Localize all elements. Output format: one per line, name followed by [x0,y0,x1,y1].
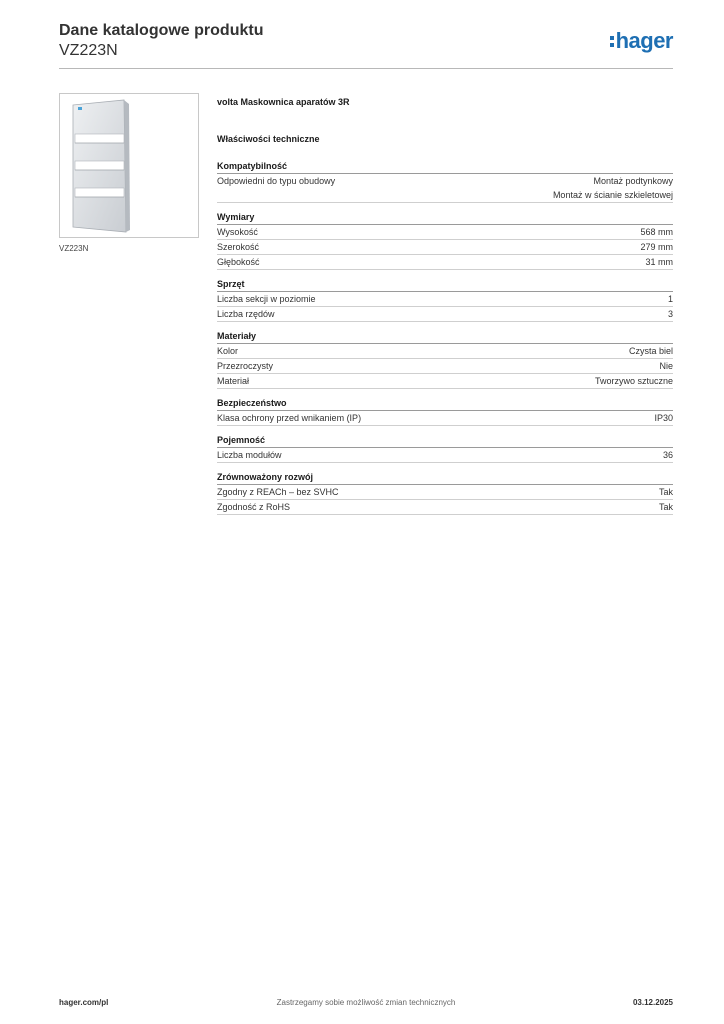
spec-row [217,255,673,270]
spec-value-line: 36 [662,450,673,460]
spec-value [654,411,673,425]
spec-label: Materiał [217,376,250,386]
spec-section [217,472,673,515]
spec-row [217,174,673,203]
spec-value [595,374,673,388]
spec-label: Zgodny z REACh – bez SVHC [217,487,339,497]
spec-row [217,374,673,389]
logo-wordmark: hager [615,28,673,53]
page-subtitle: VZ223N [59,42,118,59]
cover-panel-illustration [60,94,198,237]
section-title: Materiały [217,331,673,344]
section-title: Wymiary [217,212,673,225]
spec-label: Szerokość [217,242,260,252]
spec-value-line: 31 mm [645,257,673,267]
spec-section [217,331,673,389]
spec-row [217,448,673,463]
spec-value [553,174,673,202]
spec-row [217,292,673,307]
spec-section [217,212,673,270]
spec-row [217,344,673,359]
hager-logo [610,30,673,52]
section-title: Kompatybilność [217,161,673,174]
spec-value [659,485,673,499]
section-title: Zrównoważony rozwój [217,472,673,485]
spec-value-line: 3 [667,309,673,319]
spec-row [217,411,673,426]
footer-website: hager.com/pl [59,998,109,1007]
spec-value-line: Tak [658,502,673,512]
spec-value [645,255,673,269]
spec-section [217,398,673,426]
spec-value-line: 279 mm [640,242,673,252]
spec-row [217,485,673,500]
product-image [59,93,199,238]
footer-disclaimer: Zastrzegamy sobie możliwość zmian technicznych [276,998,456,1007]
spec-label: Liczba modułów [217,450,282,460]
spec-label: Wysokość [217,227,258,237]
spec-content [217,96,673,524]
spec-value [640,225,673,239]
spec-value-line: 1 [667,294,673,304]
spec-label: Zgodność z RoHS [217,502,291,512]
section-title: Pojemność [217,435,673,448]
spec-row [217,307,673,322]
spec-section [217,279,673,322]
spec-label: Liczba rzędów [217,309,275,319]
section-title: Sprzęt [217,279,673,292]
spec-value-line: IP30 [654,413,673,423]
spec-label: Przezroczysty [217,361,274,371]
spec-heading: Właściwości techniczne [217,134,320,144]
spec-value-line: Montaż podtynkowy [593,176,673,186]
spec-section [217,161,673,203]
spec-label: Klasa ochrony przed wnikaniem (IP) [217,413,362,423]
spec-section [217,435,673,463]
spec-value [668,292,673,306]
spec-value-line: Tak [658,487,673,497]
spec-value-line: Montaż w ścianie szkieletowej [552,190,673,200]
logo-dots-icon [610,36,614,47]
spec-label: Głębokość [217,257,260,267]
spec-value [659,500,673,514]
product-name: volta Maskownica aparatów 3R [217,97,350,107]
header-divider [59,68,673,69]
spec-label: Odpowiedni do typu obudowy [217,176,336,186]
spec-row [217,359,673,374]
image-caption: VZ223N [59,244,89,253]
spec-value [640,240,673,254]
section-title: Bezpieczeństwo [217,398,673,411]
spec-row [217,225,673,240]
spec-value-line: Tworzywo sztuczne [594,376,673,386]
spec-value-line: Nie [659,361,673,371]
footer-date: 03.12.2025 [632,998,673,1007]
spec-value-line: Czysta biel [628,346,673,356]
spec-row [217,500,673,515]
page-title: Dane katalogowe produktu [59,22,264,39]
spec-row [217,240,673,255]
spec-value [659,359,673,373]
spec-value [668,307,673,321]
spec-value-line: 568 mm [640,227,673,237]
spec-value [629,344,673,358]
spec-value [663,448,673,462]
spec-sections [217,161,673,515]
spec-label: Kolor [217,346,239,356]
spec-label: Liczba sekcji w poziomie [217,294,316,304]
page-header [59,21,673,61]
